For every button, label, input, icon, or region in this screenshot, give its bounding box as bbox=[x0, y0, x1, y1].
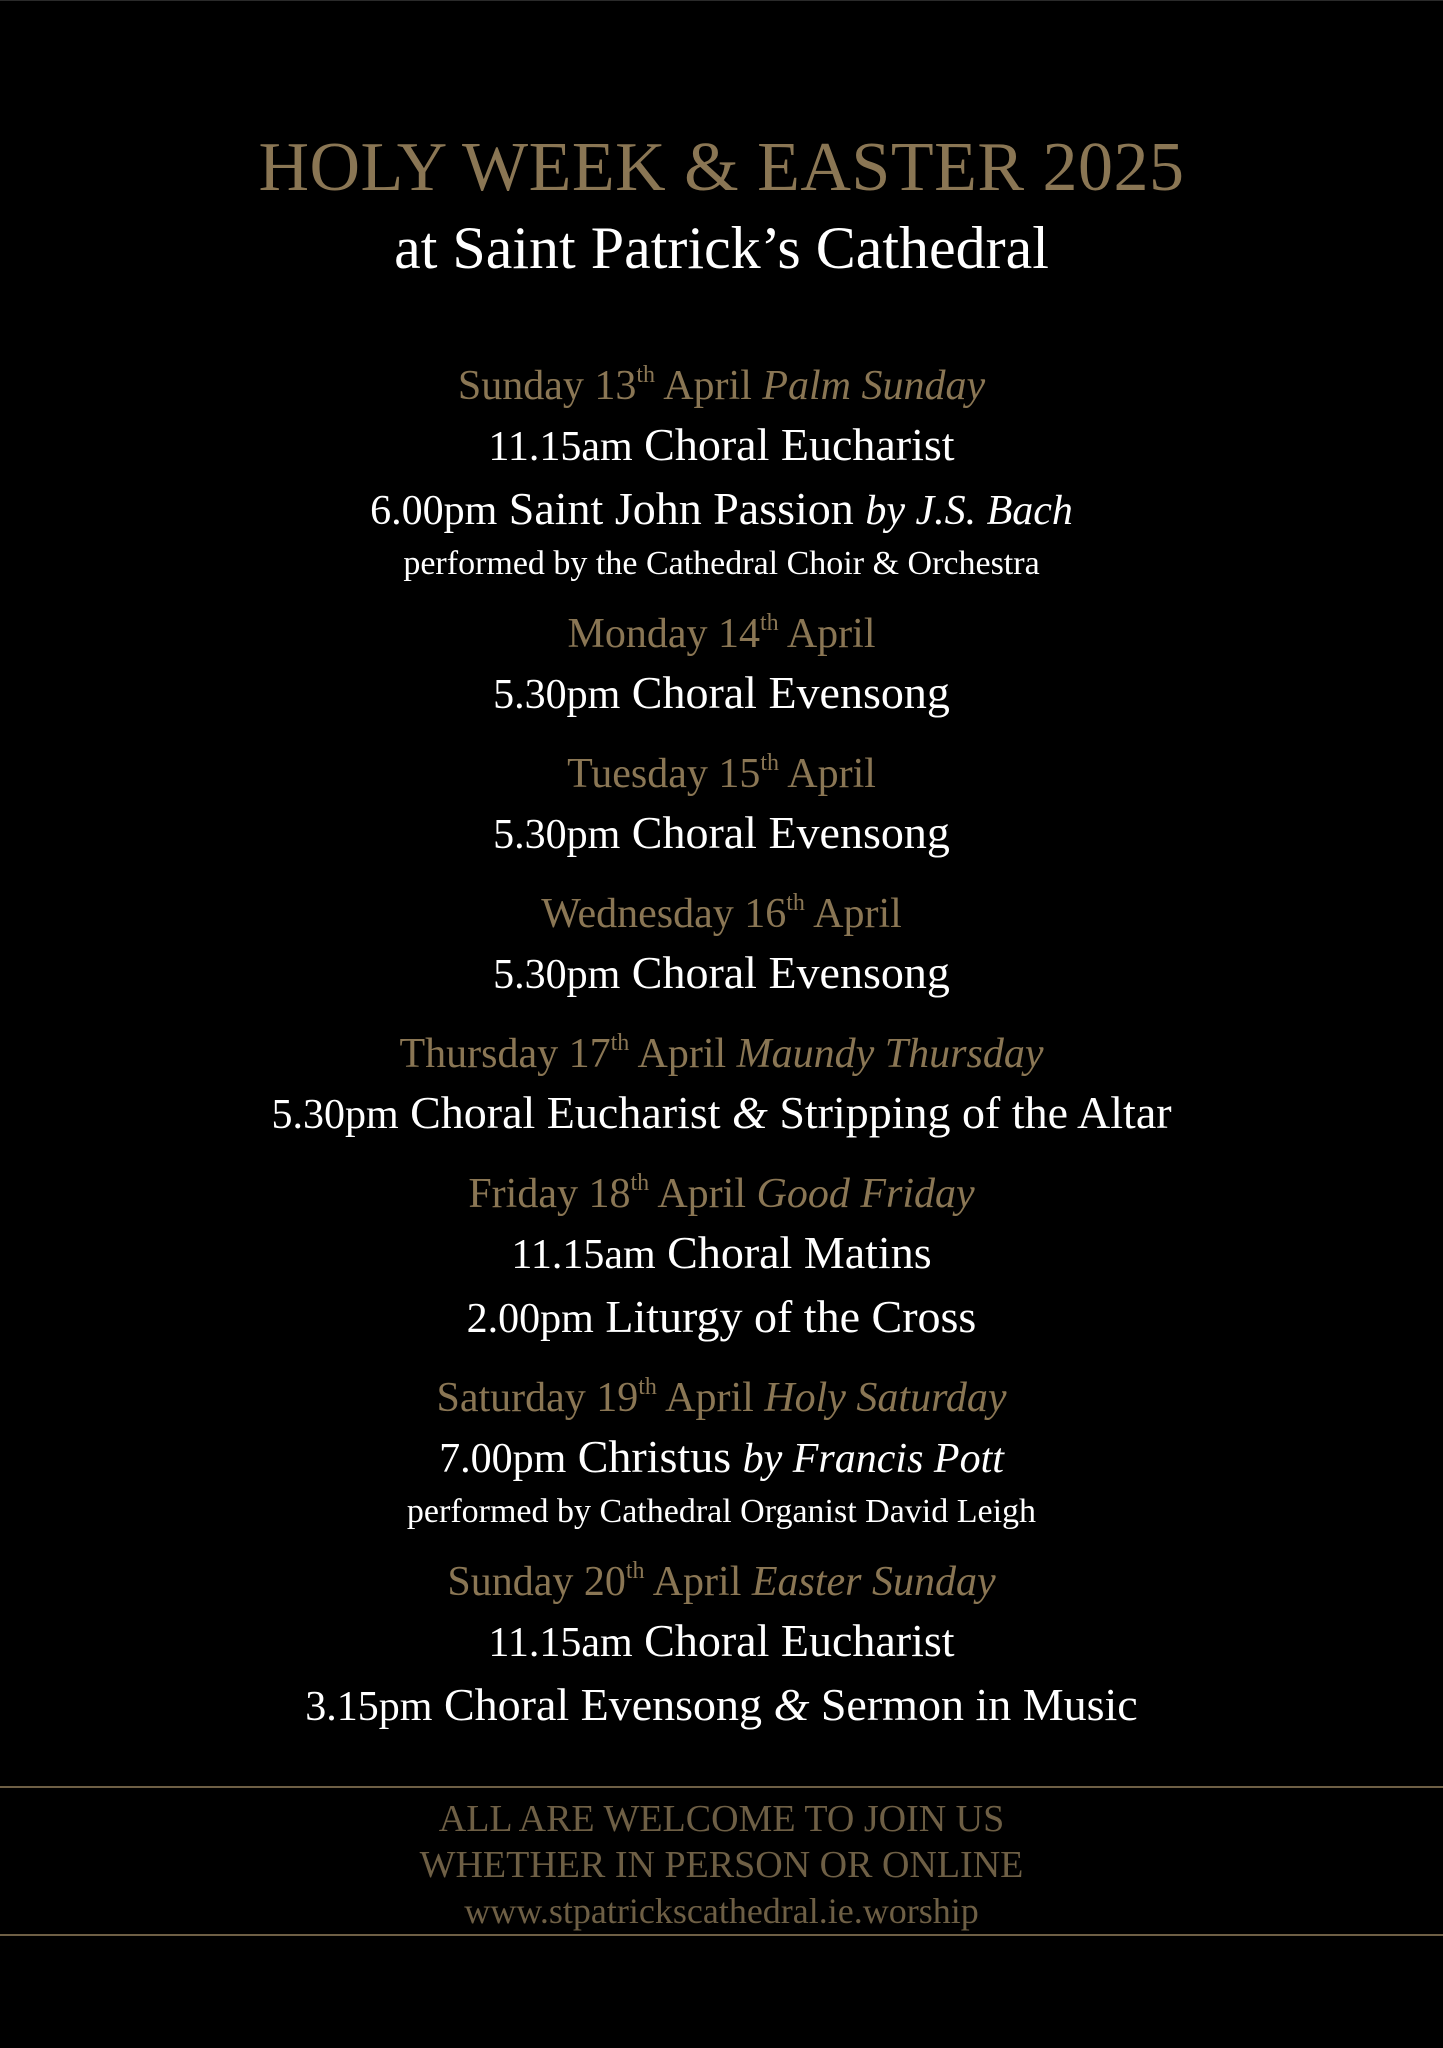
service-line bbox=[0, 1426, 1443, 1490]
website-url: www.stpatrickscathedral.ie.worship bbox=[464, 1891, 979, 1931]
day-month: April bbox=[663, 363, 752, 409]
service-line bbox=[0, 478, 1443, 542]
service-time: 2.00pm bbox=[466, 1296, 594, 1342]
welcome-footer bbox=[0, 1786, 1443, 1936]
service-time: 11.15am bbox=[511, 1232, 656, 1278]
day-date: Friday 18 bbox=[468, 1171, 631, 1217]
day-occasion: Good Friday bbox=[756, 1171, 975, 1217]
day-occasion: Palm Sunday bbox=[762, 363, 986, 409]
day-ordinal: th bbox=[760, 750, 780, 776]
day-date: Monday 14 bbox=[567, 611, 760, 657]
day-heading bbox=[0, 606, 1443, 662]
day-ordinal: th bbox=[786, 890, 805, 916]
service-time: 5.30pm bbox=[271, 1092, 399, 1138]
service-attribution: by J.S. Bach bbox=[865, 488, 1073, 534]
ampersand: & bbox=[732, 1087, 768, 1138]
service-line bbox=[0, 1222, 1443, 1286]
service-note: performed by Cathedral Organist David Leigh bbox=[406, 1493, 1037, 1530]
service-name: Choral Evensong bbox=[631, 807, 950, 858]
day-month: April bbox=[787, 751, 876, 797]
service-attribution: by Francis Pott bbox=[742, 1436, 1004, 1482]
service-time: 11.15am bbox=[488, 424, 633, 470]
service-line bbox=[0, 942, 1443, 1006]
page-subtitle: at Saint Patrick’s Cathedral bbox=[394, 215, 1049, 281]
day-occasion: Easter Sunday bbox=[751, 1559, 996, 1605]
day-date: Sunday 20 bbox=[447, 1559, 626, 1605]
day-heading bbox=[0, 746, 1443, 802]
service-name: Choral Matins bbox=[667, 1227, 932, 1278]
service-name: Choral Evensong bbox=[631, 667, 950, 718]
service-time: 6.00pm bbox=[370, 488, 498, 534]
day-block-monday bbox=[0, 606, 1443, 726]
ampersand: & bbox=[773, 1679, 810, 1730]
day-block-palm-sunday bbox=[0, 358, 1443, 586]
day-date: Thursday 17 bbox=[399, 1031, 611, 1077]
welcome-line-2: WHETHER IN PERSON OR ONLINE bbox=[419, 1844, 1024, 1886]
service-time: 11.15am bbox=[488, 1620, 633, 1666]
service-time: 5.30pm bbox=[493, 952, 621, 998]
service-line bbox=[0, 802, 1443, 866]
day-ordinal: th bbox=[636, 362, 656, 388]
service-line bbox=[0, 414, 1443, 478]
day-ordinal: th bbox=[630, 1170, 650, 1196]
day-ordinal: th bbox=[759, 610, 779, 636]
day-block-maundy-thursday bbox=[0, 1026, 1443, 1146]
service-name: Liturgy of the Cross bbox=[605, 1291, 977, 1342]
page-title: HOLY WEEK & EASTER 2025 bbox=[258, 129, 1185, 206]
day-heading bbox=[0, 358, 1443, 414]
service-name: Choral Evensong bbox=[443, 1679, 763, 1730]
day-ordinal: th bbox=[638, 1374, 657, 1400]
service-schedule bbox=[0, 358, 1443, 1758]
day-heading bbox=[0, 1554, 1443, 1610]
service-time: 5.30pm bbox=[493, 672, 621, 718]
service-name: Choral Eucharist bbox=[410, 1087, 721, 1138]
service-line bbox=[0, 1674, 1443, 1738]
service-name: Saint John Passion bbox=[508, 483, 854, 534]
service-name: Choral Eucharist bbox=[644, 419, 955, 470]
day-month: April bbox=[786, 611, 876, 657]
day-heading bbox=[0, 886, 1443, 942]
service-note: performed by the Cathedral Choir & Orchestra bbox=[403, 545, 1040, 582]
day-date: Tuesday 15 bbox=[567, 751, 761, 797]
day-occasion: Maundy Thursday bbox=[736, 1031, 1044, 1077]
service-time: 5.30pm bbox=[493, 812, 621, 858]
service-line bbox=[0, 662, 1443, 726]
service-name: Sermon in Music bbox=[820, 1679, 1138, 1730]
day-block-easter-sunday bbox=[0, 1554, 1443, 1738]
day-date: Wednesday 16 bbox=[541, 891, 787, 937]
service-time: 7.00pm bbox=[439, 1436, 567, 1482]
day-ordinal: th bbox=[610, 1030, 630, 1056]
service-name: Choral Evensong bbox=[631, 947, 950, 998]
day-month: April bbox=[665, 1375, 754, 1421]
day-block-tuesday bbox=[0, 746, 1443, 866]
day-heading bbox=[0, 1370, 1443, 1426]
day-date: Saturday 19 bbox=[436, 1375, 639, 1421]
service-time: 3.15pm bbox=[305, 1684, 433, 1730]
day-block-wednesday bbox=[0, 886, 1443, 1006]
top-border-line bbox=[0, 0, 1443, 1]
service-line bbox=[0, 1286, 1443, 1350]
day-heading bbox=[0, 1026, 1443, 1082]
day-block-good-friday bbox=[0, 1166, 1443, 1350]
service-name: Christus bbox=[577, 1431, 732, 1482]
day-heading bbox=[0, 1166, 1443, 1222]
day-ordinal: th bbox=[625, 1558, 645, 1584]
service-line bbox=[0, 1082, 1443, 1146]
welcome-line-1: ALL ARE WELCOME TO JOIN US bbox=[438, 1798, 1005, 1840]
day-month: April bbox=[637, 1031, 727, 1077]
day-block-holy-saturday bbox=[0, 1370, 1443, 1534]
service-name: Stripping of the Altar bbox=[779, 1087, 1172, 1138]
day-occasion: Holy Saturday bbox=[764, 1375, 1007, 1421]
poster-header bbox=[0, 128, 1443, 284]
day-month: April bbox=[657, 1171, 746, 1217]
day-month: April bbox=[813, 891, 902, 937]
day-month: April bbox=[652, 1559, 742, 1605]
service-line bbox=[0, 1610, 1443, 1674]
service-name: Choral Eucharist bbox=[644, 1615, 955, 1666]
day-date: Sunday 13 bbox=[457, 363, 637, 409]
